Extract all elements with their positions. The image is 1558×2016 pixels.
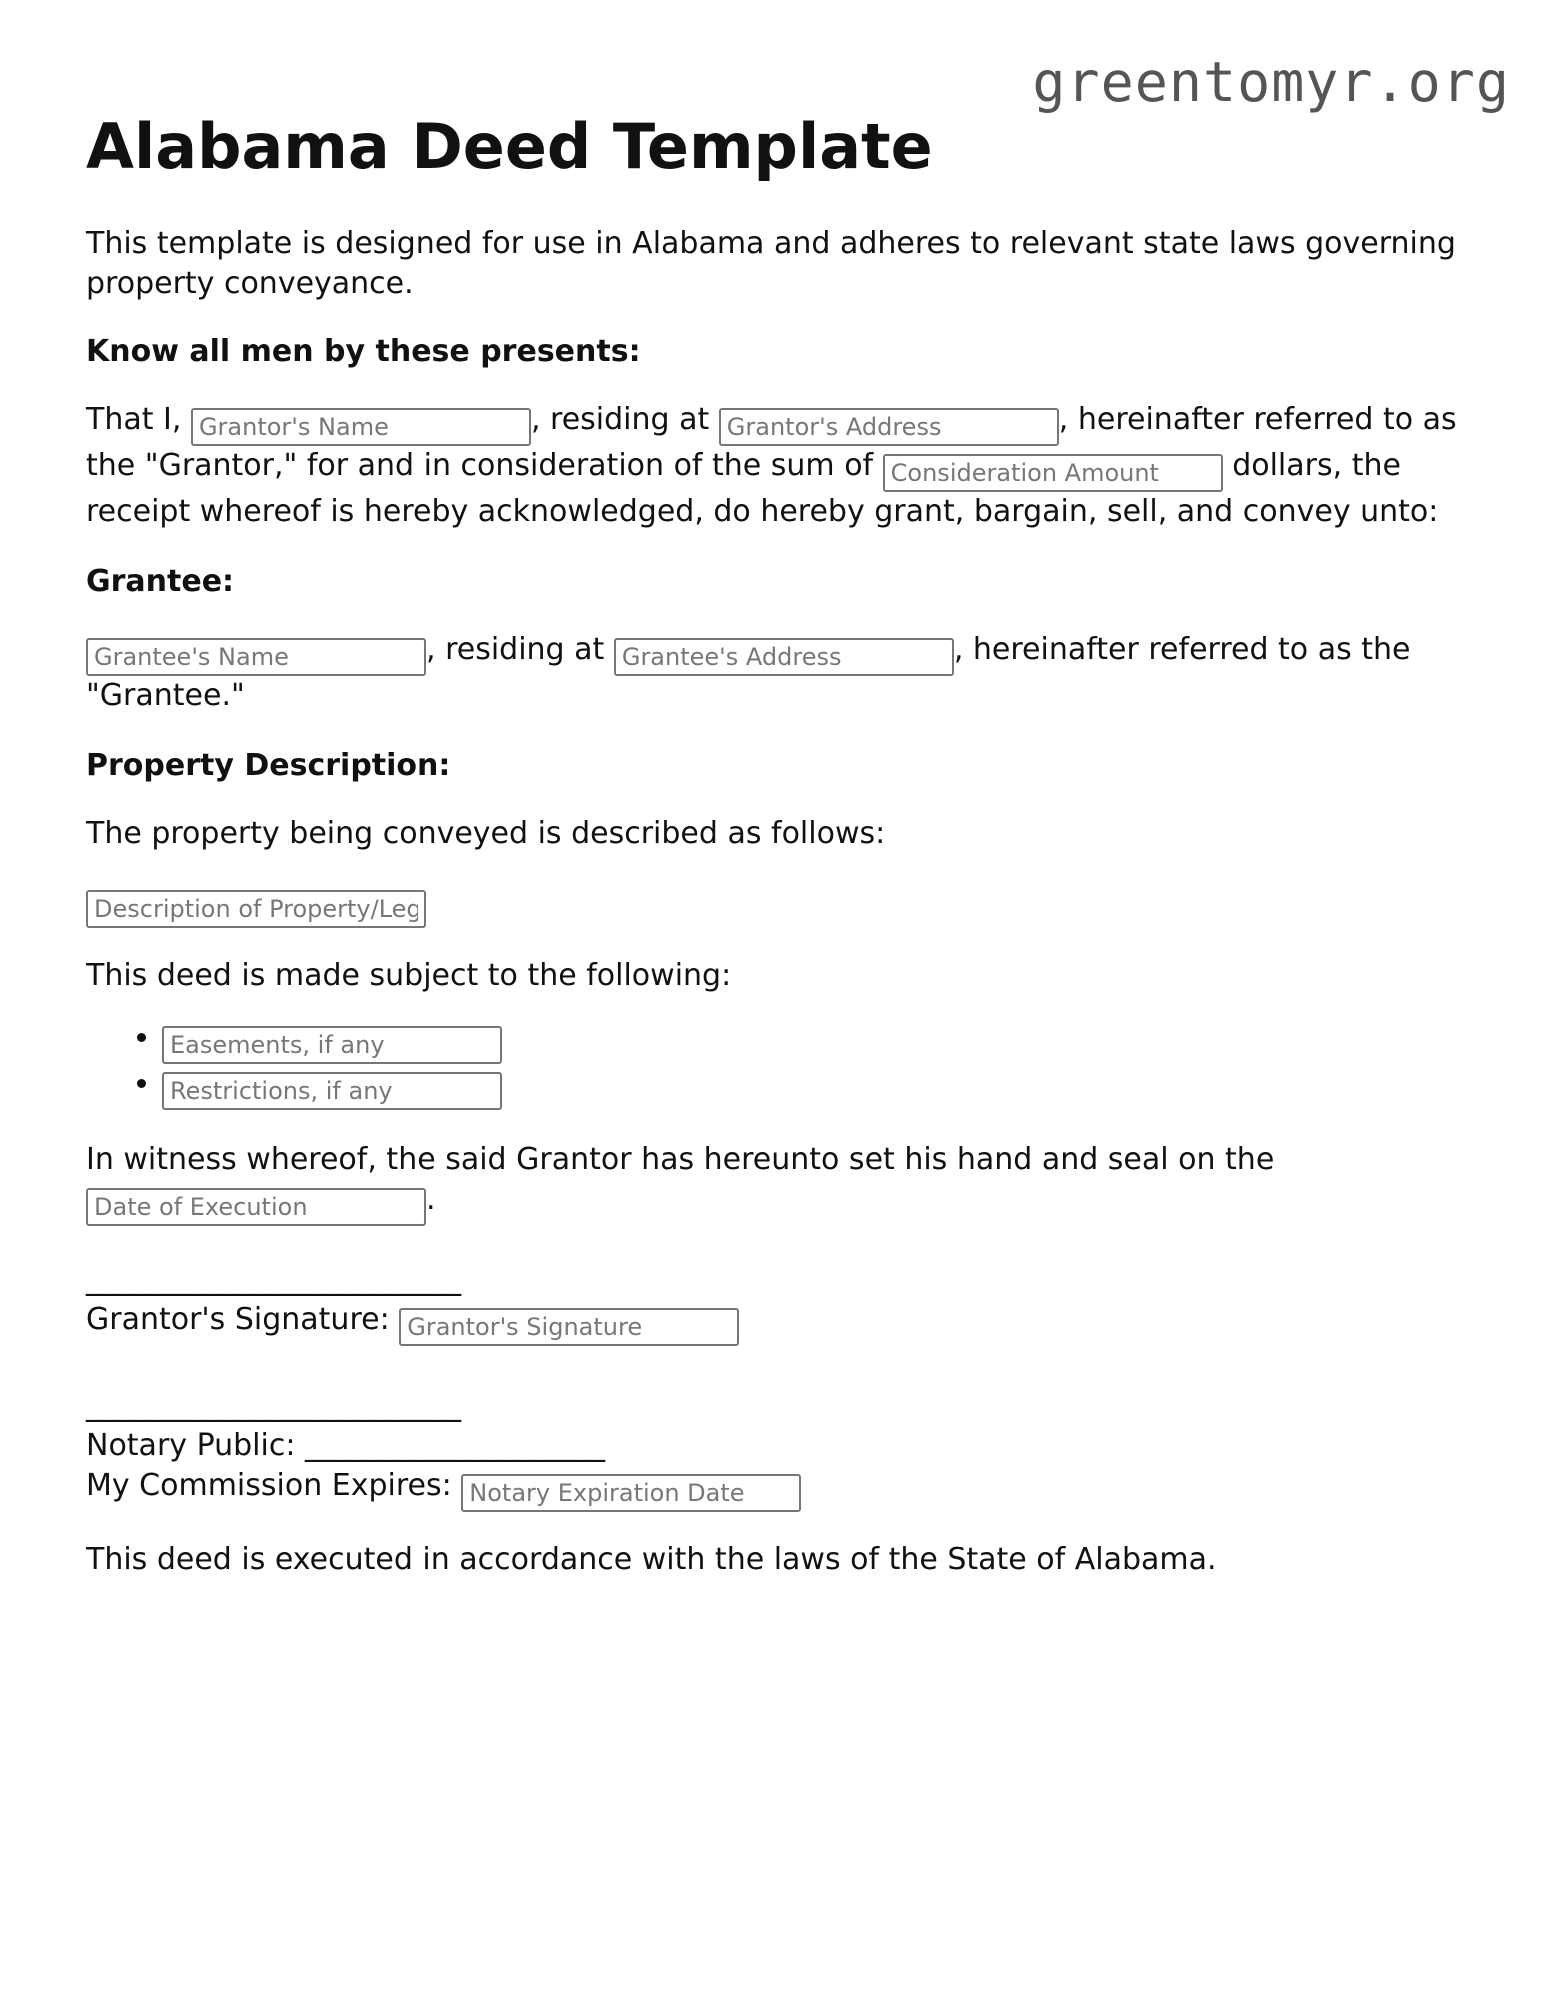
easements-field[interactable] [162,1026,502,1064]
witness-period: . [426,1182,436,1217]
grantee-address-field[interactable] [614,638,954,676]
grantor-name-field[interactable] [191,408,531,446]
footer-text: This deed is executed in accordance with the laws of the State of Alabama. [86,1542,1217,1577]
restrictions-field[interactable] [162,1072,502,1110]
subject-text: This deed is made subject to the following: [86,958,732,993]
grantor-paragraph [86,400,1486,532]
know-all-heading: Know all men by these presents: [86,334,641,369]
page-title: Alabama Deed Template [86,110,933,183]
list-item [162,1064,1486,1110]
grantor-signature-block [86,1260,1486,1346]
grantee-name-field[interactable] [86,638,426,676]
grantor-address-field[interactable] [719,408,1059,446]
property-description-field[interactable] [86,890,426,928]
subject-list [86,1018,1486,1110]
property-heading: Property Description: [86,748,451,783]
notary-public-label: Notary Public: ____________________ [86,1428,605,1463]
site-watermark: greentomyr.org [1032,50,1510,114]
grantor-signature-label: Grantor's Signature: [86,1302,390,1337]
property-description-row [86,882,1486,928]
grantee-text-1: , residing at [426,632,605,667]
date-of-execution-field[interactable] [86,1188,426,1226]
grantor-text-2: , residing at [530,402,710,437]
commission-row [86,1466,1486,1512]
grantor-text-4: dollars, the receipt whereof is hereby acknowledged, do hereby grant, bargain, sell, and convey unto: [86,448,1439,529]
grantor-text-1: That I, [86,402,182,437]
property-text: The property being conveyed is described as follows: [86,816,886,851]
grantee-text-2: , hereinafter referred to as the "Grantee." [86,632,1411,713]
list-item [162,1018,1486,1064]
grantor-signature-row [86,1300,1486,1346]
intro-paragraph: This template is designed for use in Alabama and adheres to relevant state laws governing property conveyance. [86,226,1456,301]
grantee-heading: Grantee: [86,564,235,599]
notary-block [86,1386,1486,1512]
notary-signature-rule: _________________________ [86,1388,461,1423]
witness-text: In witness whereof, the said Grantor has hereunto set his hand and seal on the [86,1142,1275,1177]
grantee-paragraph [86,630,1486,716]
consideration-amount-field[interactable] [883,454,1223,492]
witness-paragraph [86,1140,1486,1226]
signature-rule: _________________________ [86,1262,461,1297]
commission-label: My Commission Expires: [86,1468,452,1503]
notary-expiration-field[interactable] [461,1474,801,1512]
grantor-signature-field[interactable] [399,1308,739,1346]
grantor-text-3: , hereinafter referred to as the "Grantor," for and in consideration of the sum of [86,402,1457,483]
deed-document [86,104,1486,1580]
